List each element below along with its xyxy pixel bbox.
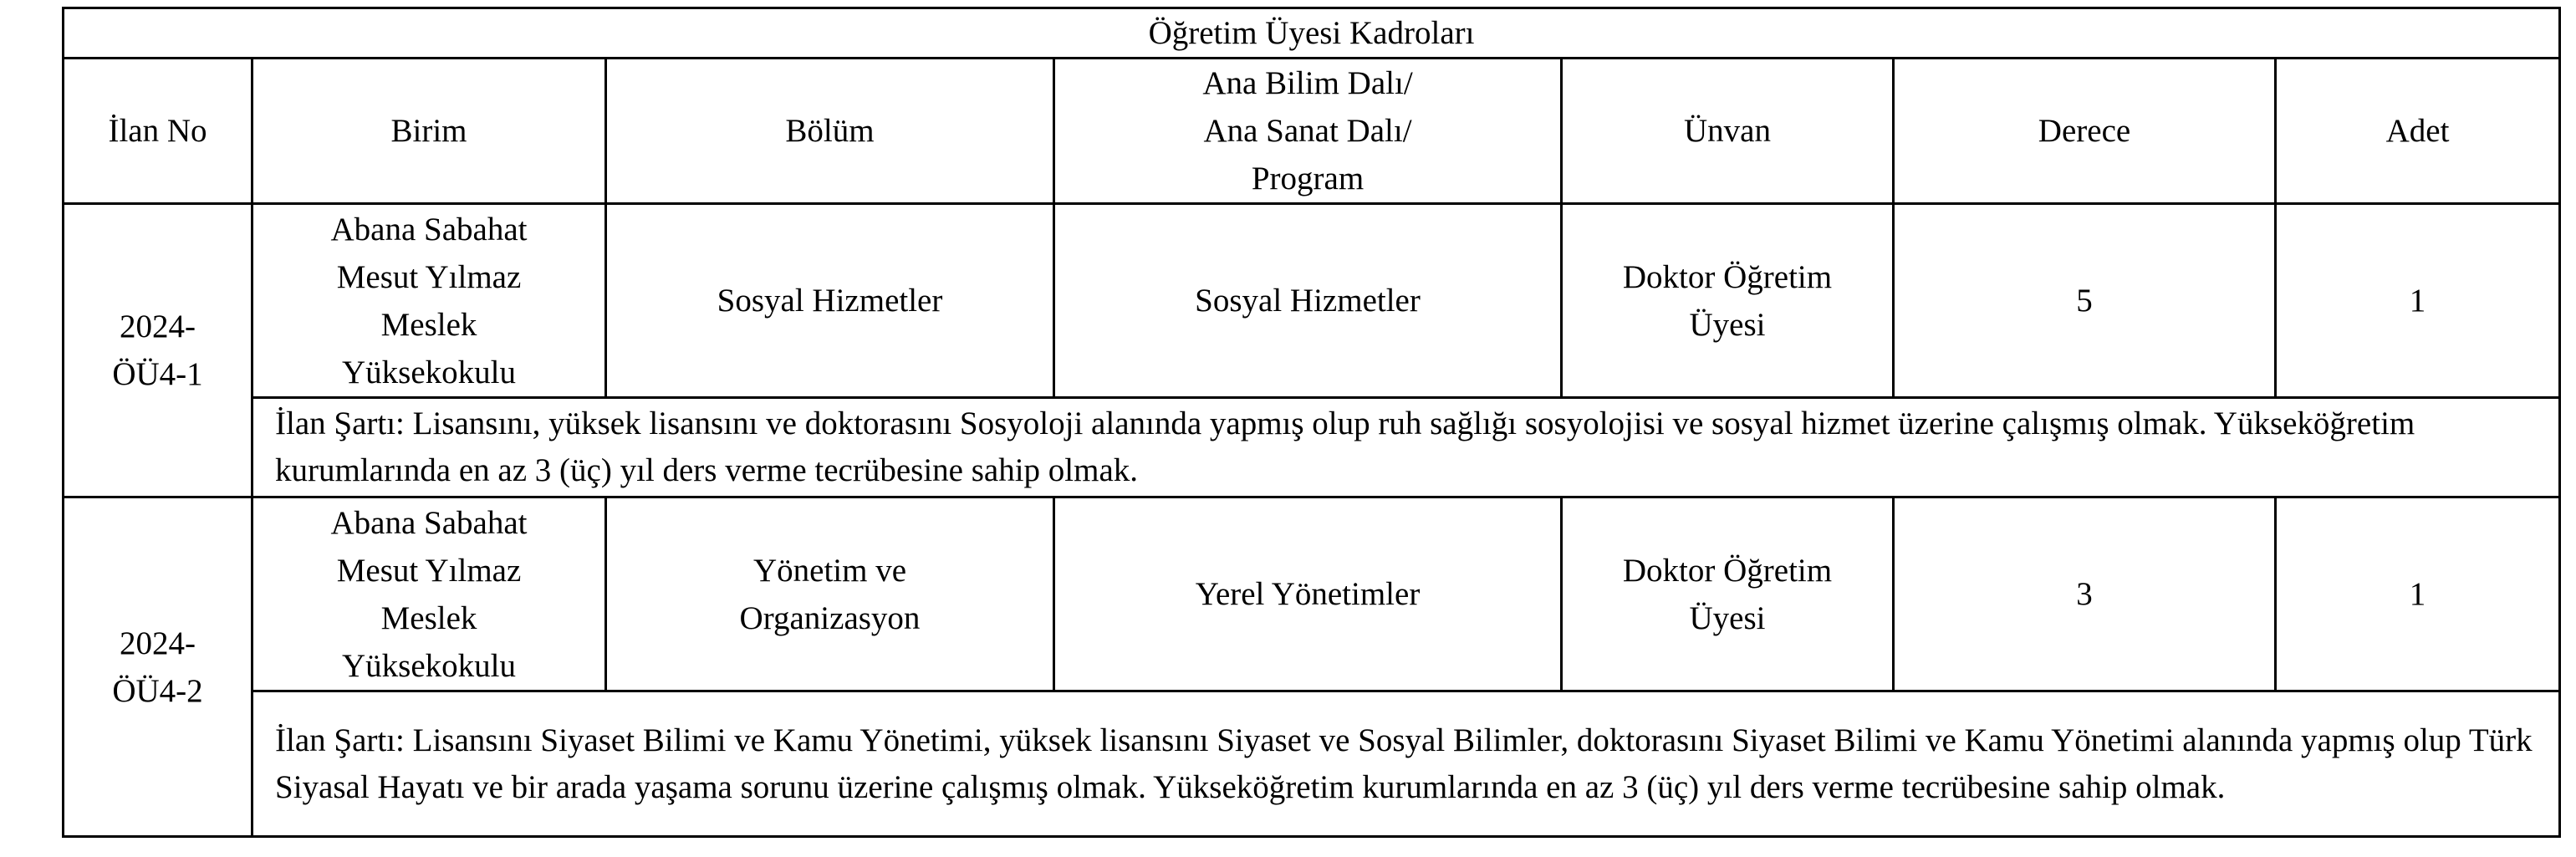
ilan-sarti-cell xyxy=(252,691,2560,837)
header-adet: Adet xyxy=(2276,59,2560,204)
condition-row xyxy=(64,691,2560,837)
ilan-sarti-text: Lisansını, yüksek lisansını ve doktorasını Sosyoloji alanında yapmış olup ruh sağlığı sosyolojisi ve sosyal hizmet üzerine çalışmış olmak. Yükseköğretim kurumlarında en az 3 (üç) yıl ders verme tecrübesine sahip olmak. xyxy=(275,406,2415,488)
header-bolum: Bölüm xyxy=(606,59,1054,204)
cell-unvan: Doktor Öğretim Üyesi xyxy=(1562,204,1894,398)
cell-ana-bilim-dali: Yerel Yönetimler xyxy=(1054,497,1562,691)
cell-birim: Abana Sabahat Mesut Yılmaz Meslek Yüksekokulu xyxy=(252,497,606,691)
header-row xyxy=(64,59,2560,204)
table-title-row xyxy=(64,8,2560,59)
table-title: Öğretim Üyesi Kadroları xyxy=(64,8,2560,59)
cell-derece: 5 xyxy=(1894,204,2276,398)
header-ana-bilim-dali: Ana Bilim Dalı/ Ana Sanat Dalı/ Program xyxy=(1054,59,1562,204)
cell-bolum: Yönetim ve Organizasyon xyxy=(606,497,1054,691)
cell-birim: Abana Sabahat Mesut Yılmaz Meslek Yüksekokulu xyxy=(252,204,606,398)
ilan-sarti-label: İlan Şartı: xyxy=(275,722,405,758)
faculty-positions-table xyxy=(62,7,2561,838)
header-birim: Birim xyxy=(252,59,606,204)
cell-derece: 3 xyxy=(1894,497,2276,691)
header-unvan: Ünvan xyxy=(1562,59,1894,204)
cell-adet: 1 xyxy=(2276,497,2560,691)
ilan-sarti-cell xyxy=(252,398,2560,497)
cell-adet: 1 xyxy=(2276,204,2560,398)
ilan-sarti-text: Lisansını Siyaset Bilimi ve Kamu Yönetimi, yüksek lisansını Siyaset ve Sosyal Bilimler, doktorasını Siyaset Bilimi ve Kamu Yönetimi alanında yapmış olup Türk Siyasal Hayatı ve bir arada yaşama sorunu üzerine çalışmış olmak. Yükseköğretim kurumlarında en az 3 (üç) yıl ders verme tecrübesine sahip olmak. xyxy=(275,722,2533,805)
table-row xyxy=(64,497,2560,691)
cell-bolum: Sosyal Hizmetler xyxy=(606,204,1054,398)
cell-ilan-no: 2024- ÖÜ4-2 xyxy=(64,497,252,837)
condition-row xyxy=(64,398,2560,497)
header-derece: Derece xyxy=(1894,59,2276,204)
header-ilan-no: İlan No xyxy=(64,59,252,204)
table-row xyxy=(64,204,2560,398)
cell-ana-bilim-dali: Sosyal Hizmetler xyxy=(1054,204,1562,398)
cell-ilan-no: 2024- ÖÜ4-1 xyxy=(64,204,252,497)
ilan-sarti-label: İlan Şartı: xyxy=(275,406,405,441)
cell-unvan: Doktor Öğretim Üyesi xyxy=(1562,497,1894,691)
